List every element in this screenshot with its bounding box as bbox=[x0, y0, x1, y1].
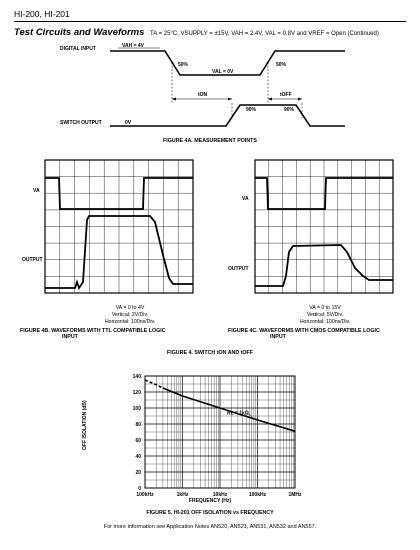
pct-50-left: 50% bbox=[178, 62, 189, 68]
fig4b-note-va: VA = 0 to 4V bbox=[115, 305, 145, 311]
fig4a-timing-diagram bbox=[0, 0, 420, 140]
fig4c-caption-line1: FIGURE 4C. WAVEFORMS WITH CMOS COMPATIBLE LOGIC bbox=[228, 328, 380, 334]
y-tick-label: 80 bbox=[135, 422, 141, 428]
fig4b-caption bbox=[20, 328, 166, 340]
switch-output-label: SWITCH OUTPUT bbox=[60, 120, 102, 126]
fig5-caption: FIGURE 5. HI-201 OFF ISOLATION vs FREQUENCY bbox=[146, 510, 274, 516]
fig4b-note-vertical: Vertical: 2V/Div. bbox=[111, 312, 149, 318]
fig4b-scope-display bbox=[45, 160, 195, 295]
chart-y-axis-label: OFF ISOLATION (dB) bbox=[82, 400, 88, 450]
fig4c-caption-line2: INPUT bbox=[270, 334, 286, 340]
pct-50-right: 50% bbox=[276, 62, 287, 68]
fig4b-notes bbox=[90, 305, 170, 326]
toff-label: tOFF bbox=[280, 92, 292, 98]
fig4b-caption-line1: FIGURE 4B. WAVEFORMS WITH TTL COMPATIBLE LOGIC bbox=[20, 328, 166, 334]
fig4b-caption-line2: INPUT bbox=[62, 334, 78, 340]
y-tick-label: 20 bbox=[135, 470, 141, 476]
fig4c-va-label: VA bbox=[242, 196, 249, 202]
fig4c-output-label: OUTPUT bbox=[228, 266, 249, 272]
x-tick-label: 100kHz bbox=[248, 492, 267, 498]
fig4a-caption: FIGURE 4A. MEASUREMENT POINTS bbox=[163, 138, 257, 144]
chart-annotation: RL = 1kΩ bbox=[226, 410, 249, 417]
fig4b-output-label: OUTPUT bbox=[22, 257, 43, 263]
section-conditions: TA = 25°C, VSUPPLY = ±15V, VAH = 2.4V, VAL = 0.8V and VREF = Open (Continued) bbox=[150, 31, 379, 37]
off-isolation-chart bbox=[105, 370, 325, 510]
fig4c-note-vertical: Vertical: 5V/Div. bbox=[306, 312, 344, 318]
y-tick-label: 0 bbox=[138, 486, 141, 492]
vah-label: VAH = 4V bbox=[122, 43, 144, 49]
fig4c-scope-display bbox=[255, 160, 395, 295]
fig4c-note-horizontal: Horizontal: 100ns/Div. bbox=[299, 319, 351, 325]
fig4c-notes bbox=[285, 305, 365, 326]
y-tick-label: 140 bbox=[132, 374, 141, 380]
digital-input-label: DIGITAL INPUT bbox=[60, 46, 96, 52]
fig4b-note-horizontal: Horizontal: 100ns/Div. bbox=[104, 319, 156, 325]
part-number-header: HI-200, HI-201 bbox=[14, 9, 70, 19]
y-tick-label: 120 bbox=[132, 390, 141, 396]
pct-90-left: 90% bbox=[246, 107, 257, 113]
fig4c-caption bbox=[228, 328, 380, 340]
pct-90-right: 90% bbox=[284, 107, 295, 113]
y-tick-label: 60 bbox=[135, 438, 141, 444]
val-label: VAL = 0V bbox=[212, 69, 234, 75]
fig4b-va-label: VA bbox=[33, 188, 40, 194]
x-tick-label: 100kHz bbox=[136, 492, 154, 498]
y-tick-label: 100 bbox=[132, 406, 141, 412]
x-tick-label: 1kHz bbox=[176, 492, 189, 498]
ton-label: tON bbox=[198, 92, 208, 98]
footer-note: For more information see Application Notes AN520, AN521, AN531, AN532 and AN557. bbox=[103, 524, 317, 530]
section-title-text: Test Circuits and Waveforms bbox=[14, 27, 145, 38]
x-tick-label: 10kHz bbox=[212, 492, 228, 498]
fig4-caption: FIGURE 4. SWITCH tON AND tOFF bbox=[166, 350, 254, 356]
y-tick-label: 40 bbox=[135, 454, 141, 460]
zero-v-label: 0V bbox=[125, 120, 132, 126]
fig4c-note-va: VA = 0 to 15V bbox=[309, 305, 341, 311]
x-tick-label: 1MHz bbox=[288, 492, 302, 498]
chart-x-axis-label: FREQUENCY (Hz) bbox=[188, 498, 232, 504]
